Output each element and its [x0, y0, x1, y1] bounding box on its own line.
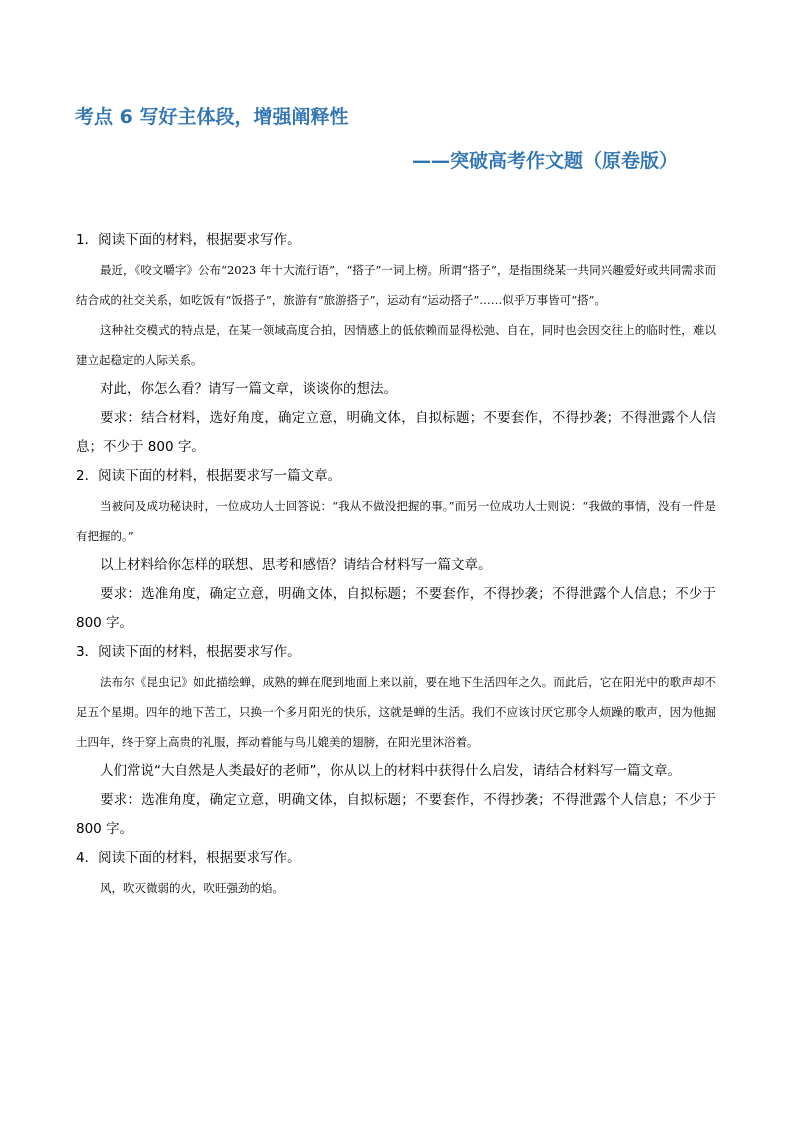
writing-requirements: 要求：选准角度，确定立意，明确文体，自拟标题；不要套作，不得抄袭；不得泄露个人信息；不少于 800 字。	[76, 792, 716, 837]
questions-list	[76, 226, 716, 903]
question-heading: 4．阅读下面的材料，根据要求写作。	[76, 850, 301, 866]
material-paragraph: 当被问及成功秘诀时，一位成功人士回答说：“我从不做没把握的事。”而另一位成功人士则说：“我做的事情，没有一件是有把握的。”	[76, 499, 716, 543]
page-title: 考点 6 写好主体段，增强阐释性	[75, 106, 349, 128]
question-3	[76, 638, 716, 844]
question-heading: 1．阅读下面的材料，根据要求写作。	[76, 232, 301, 248]
material-paragraph: 这种社交模式的特点是，在某一领域高度合拍，因情感上的低依赖而显得松弛、自在，同时也会因交往上的临时性，难以建立起稳定的人际关系。	[76, 323, 716, 367]
writing-requirements: 要求：选准角度，确定立意，明确文体，自拟标题；不要套作，不得抄袭；不得泄露个人信息；不少于 800 字。	[76, 586, 716, 631]
question-4	[76, 844, 716, 903]
writing-prompt: 以上材料给你怎样的联想、思考和感悟？请结合材料写一篇文章。	[100, 557, 492, 573]
page-subtitle: ——突破高考作文题（原卷版）	[411, 150, 678, 172]
writing-prompt: 人们常说“大自然是人类最好的老师”，你从以上的材料中获得什么启发，请结合材料写一篇文章。	[100, 763, 681, 779]
writing-prompt: 对此，你怎么看？请写一篇文章，谈谈你的想法。	[100, 381, 397, 397]
question-2	[76, 462, 716, 638]
material-paragraph: 风，吹灭微弱的火，吹旺强劲的焰。	[100, 881, 284, 895]
writing-requirements: 要求：结合材料，选好角度，确定立意，明确文体，自拟标题；不要套作，不得抄袭；不得泄露个人信息；不少于 800 字。	[76, 410, 716, 455]
question-heading: 2．阅读下面的材料，根据要求写一篇文章。	[76, 468, 342, 484]
question-1	[76, 226, 716, 462]
material-paragraph: 最近，《咬文嚼字》公布“2023 年十大流行语”，“搭子”一词上榜。所谓“搭子”，是指围绕某一共同兴趣爱好或共同需求而结合成的社交关系，如吃饭有“饭搭子”，旅游有“旅游搭子”，运动有“运动搭子”……似乎万事皆可“搭”。	[76, 263, 716, 307]
material-paragraph: 法布尔《昆虫记》如此描绘蝉，成熟的蝉在爬到地面上来以前，要在地下生活四年之久。而此后，它在阳光中的歌声却不足五个星期。四年的地下苦工，只换一个多月阳光的快乐，这就是蝉的生活。我们不应该讨厌它那令人烦躁的歌声，因为他掘土四年，终于穿上高贵的礼服，挥动着能与鸟儿媲美的翅膀，在阳光里沐浴着。	[76, 675, 716, 749]
question-heading: 3．阅读下面的材料，根据要求写作。	[76, 644, 301, 660]
